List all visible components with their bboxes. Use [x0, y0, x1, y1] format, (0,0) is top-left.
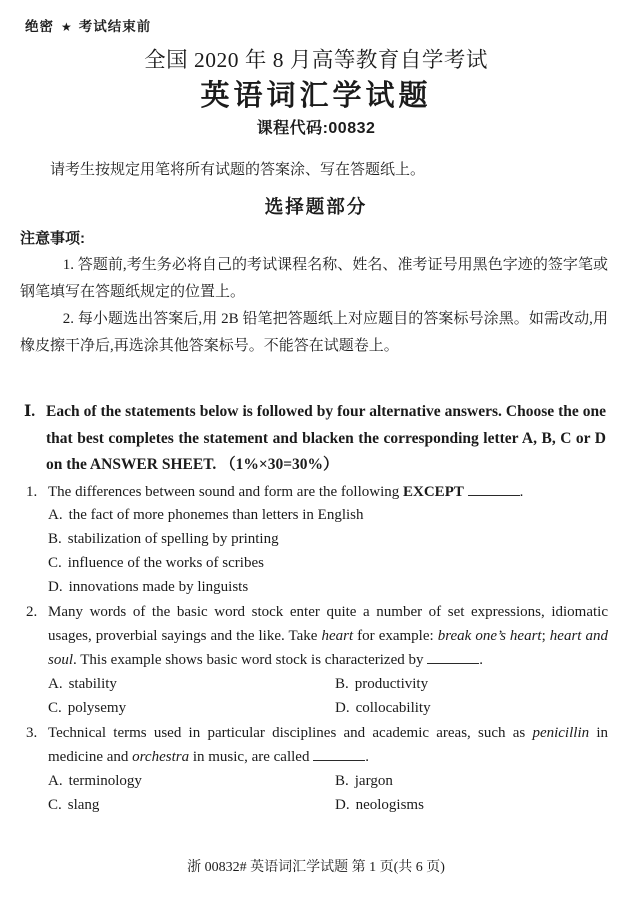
question-2: [0, 601, 632, 720]
option-text: the fact of more phonemes than letters in English: [68, 507, 364, 524]
option-label: B.: [48, 531, 62, 548]
question-3-stem: Technical terms used in particular disciplines and academic areas, such as penicillin in medicine and orchestra in music, are called .: [48, 725, 608, 766]
option-label: B.: [335, 675, 349, 692]
answer-sheet-instruction: 请考生按规定用笔将所有试题的答案涂、写在答题纸上。: [50, 162, 426, 178]
before-exam-end-label: 考试结束前: [78, 19, 152, 34]
q2-option-d: [335, 697, 608, 721]
question-3-number: 3.: [26, 725, 38, 742]
option-label: D.: [335, 796, 350, 813]
option-text: productivity: [354, 675, 429, 692]
option-text: slang: [67, 796, 100, 813]
option-text: stabilization of spelling by printing: [67, 531, 279, 548]
option-label: B.: [335, 773, 349, 790]
q3-option-c: [48, 794, 335, 818]
option-text: influence of the works of scribes: [67, 554, 264, 571]
q2-option-c: [48, 697, 335, 721]
answer-blank: [468, 483, 520, 496]
option-text: stability: [68, 675, 117, 692]
option-text: terminology: [68, 773, 142, 790]
option-label: D.: [335, 699, 350, 716]
secret-label: 绝密: [25, 19, 54, 34]
part1-numeral: Ⅰ.: [24, 403, 36, 420]
question-3-options: [48, 770, 608, 818]
question-1-number: 1.: [26, 483, 38, 500]
option-text: jargon: [354, 773, 393, 790]
option-label: D.: [48, 578, 63, 595]
q3-option-a: [48, 770, 335, 794]
option-label: C.: [48, 699, 62, 716]
question-2-number: 2.: [26, 604, 38, 621]
question-2-stem: Many words of the basic word stock enter quite a number of set expressions, idiomatic usages, proverbial sayings and the like. Take heart for example: break one’s heart; heart and soul. This example shows basic word stock is characterized by .: [48, 604, 608, 669]
question-1: [0, 481, 632, 600]
question-1-stem: The differences between sound and form are the following EXCEPT .: [48, 483, 524, 500]
option-label: A.: [48, 773, 63, 790]
option-text: neologisms: [355, 796, 424, 813]
part1-multiple-choice: [0, 399, 632, 818]
answer-blank: [427, 651, 479, 664]
q1-option-c: [48, 552, 608, 576]
note-item-1: 1. 答题前,考生务必将自己的考试课程名称、姓名、准考证号用黑色字迹的签字笔或钢笔填写在答题纸规定的位置上。: [20, 257, 608, 300]
notes-title: 注意事项:: [20, 230, 85, 247]
option-label: C.: [48, 554, 62, 571]
question-2-options: [48, 673, 608, 721]
subject-title: 英语词汇学试题: [200, 80, 432, 112]
classification-banner: [25, 18, 632, 36]
option-label: C.: [48, 796, 62, 813]
page-footer: 浙 00832# 英语词汇学试题 第 1 页(共 6 页): [187, 860, 445, 875]
q3-option-d: [335, 794, 608, 818]
course-code: 课程代码:00832: [256, 120, 376, 137]
question-3: [0, 722, 632, 817]
part1-instruction-text: Each of the statements below is followed by four alternative answers. Choose the one that best completes the statement and blacken the corresponding letter A, B, C or D on the ANSWER SHEET. （1%×30=30%）: [46, 403, 606, 473]
option-text: collocability: [355, 699, 431, 716]
q1-option-a: [48, 504, 608, 528]
note-item-2: 2. 每小题选出答案后,用 2B 铅笔把答题纸上对应题目的答案标号涂黑。如需改动,用橡皮擦干净后,再选涂其他答案标号。不能答在试题卷上。: [20, 311, 608, 354]
q2-option-b: [335, 673, 608, 697]
section-heading: 选择题部分: [264, 196, 368, 217]
option-label: A.: [48, 675, 63, 692]
question-1-options: [48, 504, 608, 599]
option-label: A.: [48, 507, 63, 524]
answer-blank: [313, 749, 365, 762]
q3-option-b: [335, 770, 608, 794]
exam-title: 全国 2020 年 8 月高等教育自学考试: [144, 48, 488, 72]
q2-option-a: [48, 673, 335, 697]
option-text: innovations made by linguists: [68, 578, 249, 595]
star-icon: ★: [61, 20, 72, 34]
q1-option-d: [48, 576, 608, 600]
part1-instructions: [0, 399, 632, 479]
q1-option-b: [48, 528, 608, 552]
option-text: polysemy: [67, 699, 127, 716]
